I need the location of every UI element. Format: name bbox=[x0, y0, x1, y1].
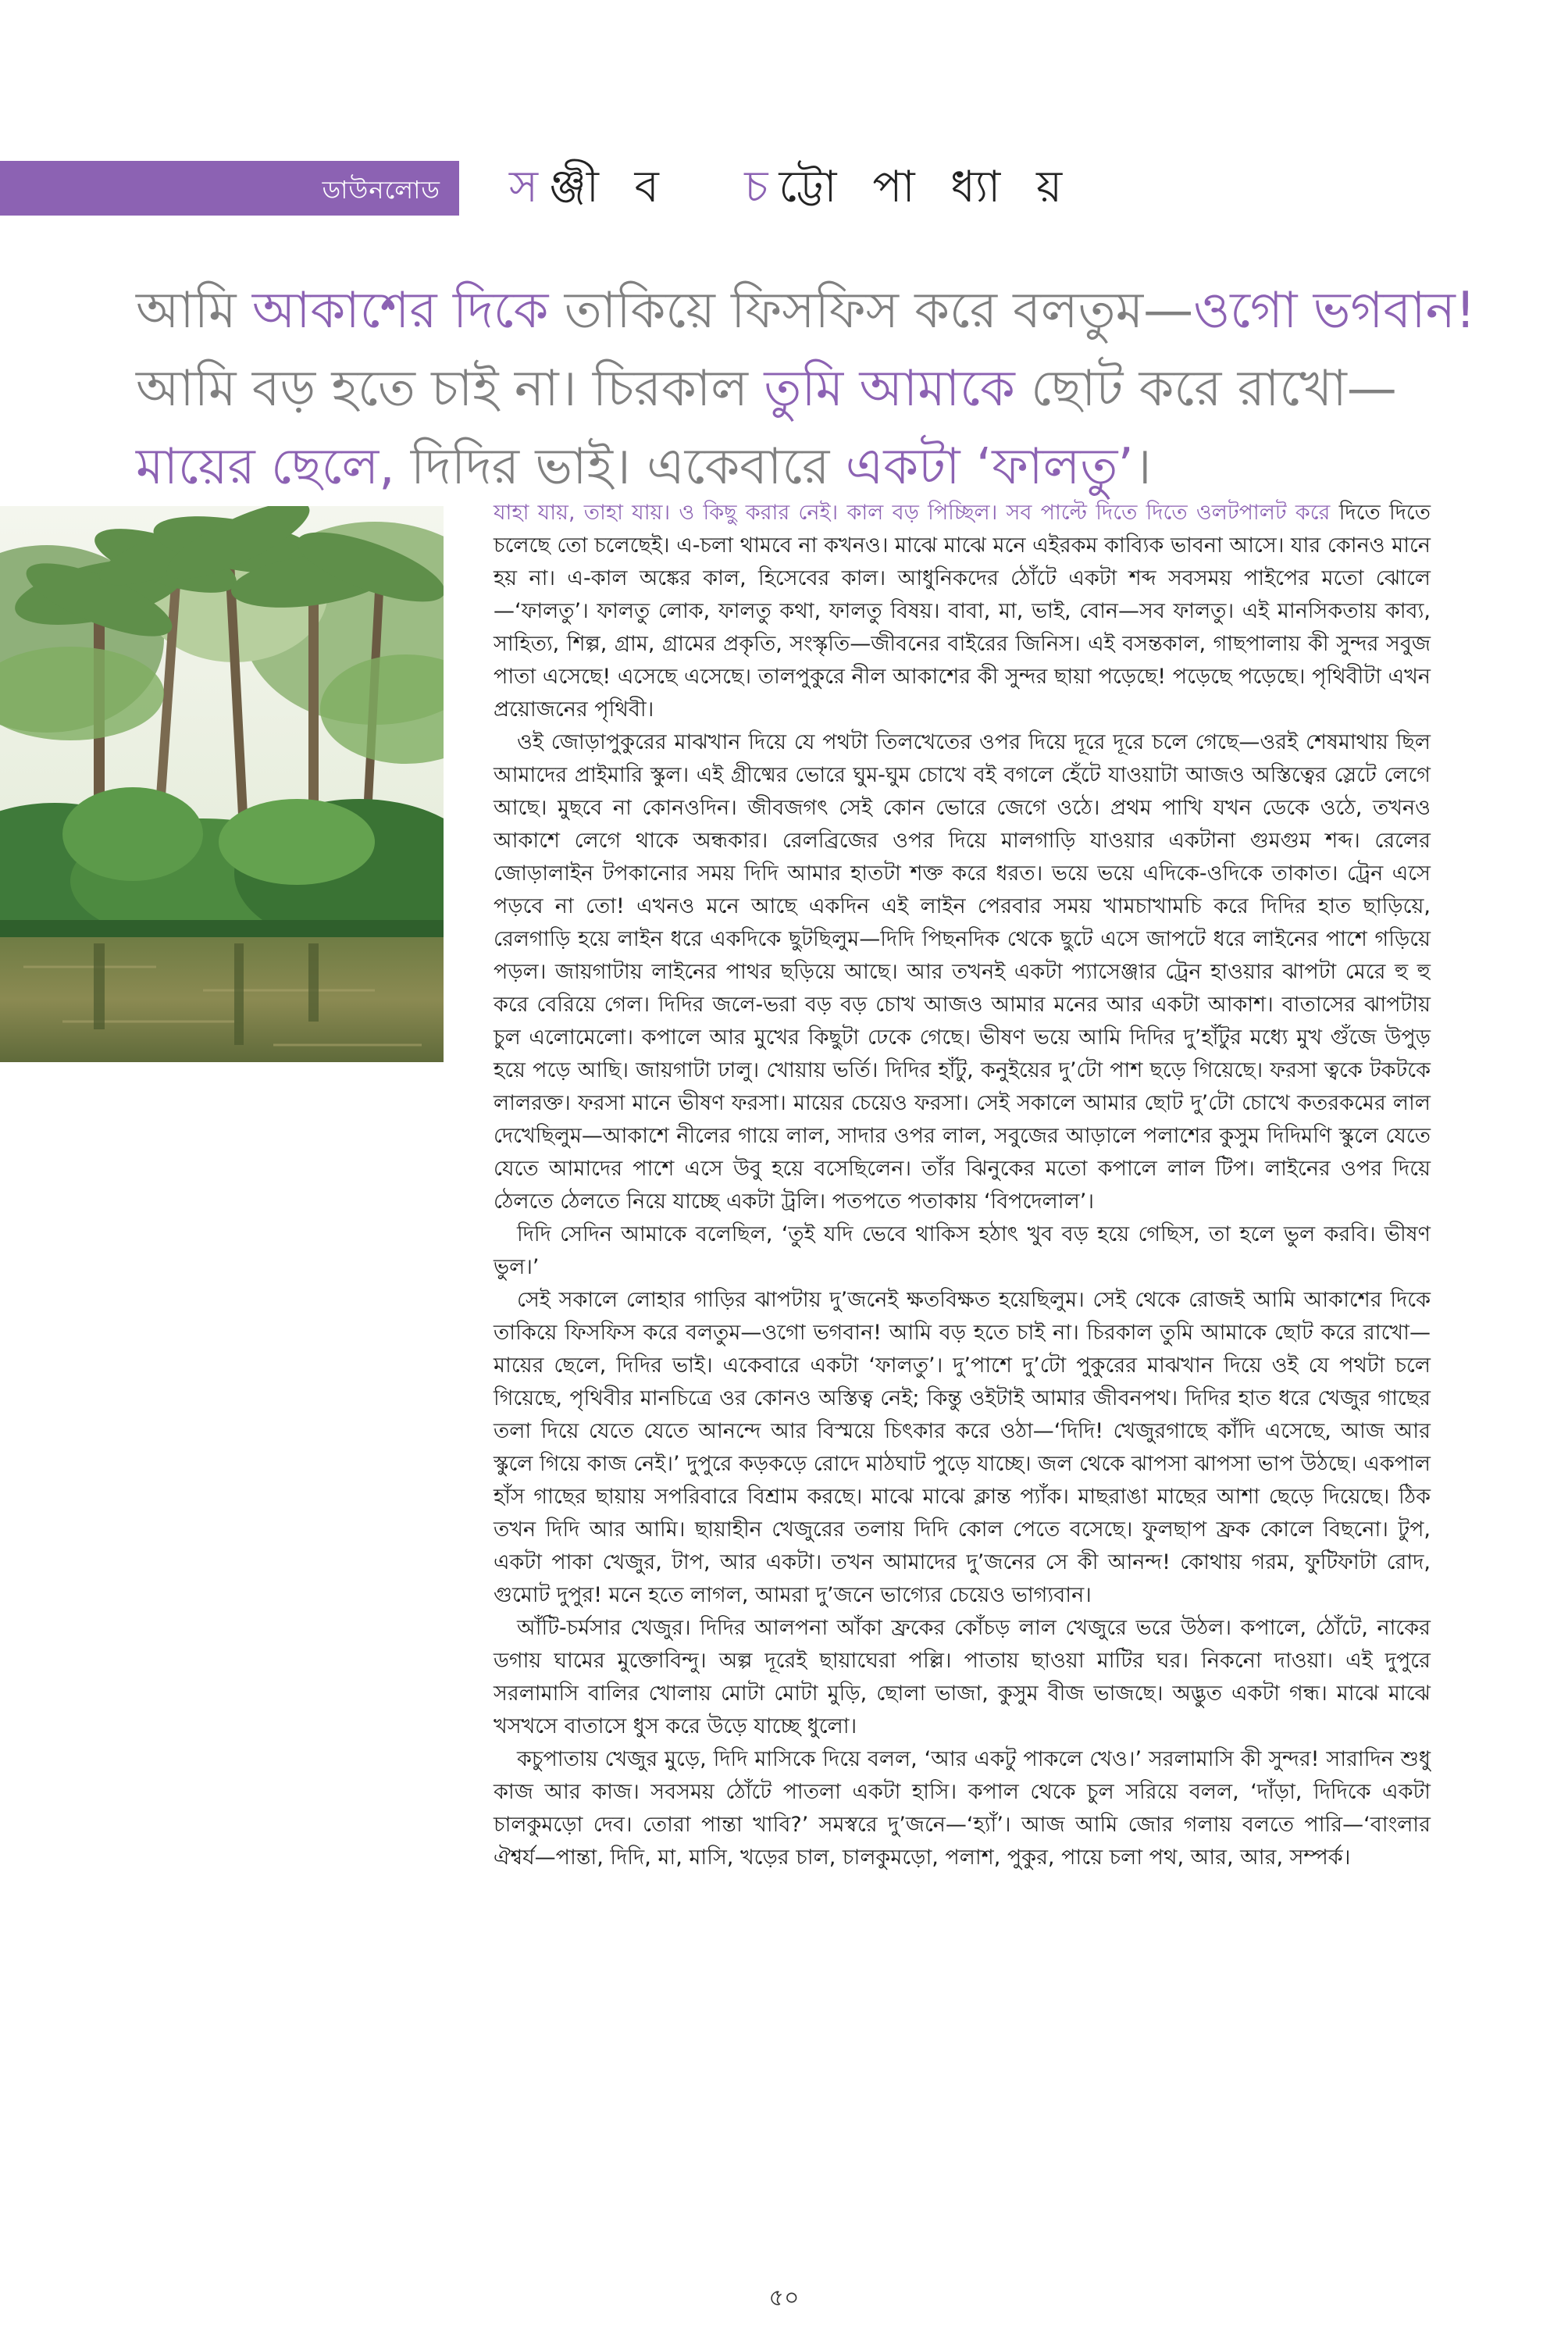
pull-quote-segment: ! bbox=[1455, 282, 1476, 340]
pull-quote-segment: দিদির ভাই। একেবারে bbox=[394, 438, 846, 496]
author-first-initial: স bbox=[509, 162, 549, 212]
pull-quote-segment: তুমি আমাকে bbox=[764, 360, 1015, 418]
section-tab-label: ডাউনলোড bbox=[322, 175, 440, 205]
pull-quote-segment: । bbox=[1133, 438, 1152, 496]
article-paragraph: সেই সকালে লোহার গাড়ির ঝাপটায় দু’জনেই ক্ষতবিক্ষত হয়েছিলুম। সেই থেকে রোজই আমি আকাশের দিকে তাকিয়ে ফিসফিস করে বলতুম—ওগো ভগবান! আমি বড় হতে চাই না। চিরকাল তুমি আমাকে ছোট করে রাখো—মায়ের ছেলে, দিদির ভাই। একেবারে একটা ‘ফালতু’। দু’পাশে দু’টো পুকুরের মাঝখান দিয়ে ওই যে পথটা চলে গিয়েছে, পৃথিবীর মানচিত্রে ওর কোনও অস্তিত্ব নেই; কিন্তু ওইটাই আমার জীবনপথ। দিদির হাত ধরে খেজুর গাছের তলা দিয়ে যেতে যেতে আনন্দে আর বিস্ময়ে চিৎকার করে ওঠা—‘দিদি! খেজুরগাছে কাঁদি এসেছে, আজ আর স্কুলে গিয়ে কাজ নেই।’ দুপুরে কড়কড়ে রোদে মাঠঘাট পুড়ে যাচ্ছে। জল থেকে ঝাপসা ঝাপসা ভাপ উঠছে। একপাল হাঁস গাছের ছায়ায় সপরিবারে বিশ্রাম করছে। মাঝে মাঝে ক্লান্ত প্যাঁক। মাছরাঙা মাছের আশা ছেড়ে দিয়েছে। ঠিক তখন দিদি আর আমি। ছায়াহীন খেজুরের তলায় দিদি কোল পেতে বসেছে। ফুলছাপ ফ্রক কোলে বিছনো। টুপ, একটা পাকা খেজুর, টাপ, আর একটা। তখন আমাদের দু’জনের সে কী আনন্দ! কোথায় গরম, ফুটিফাটা রোদ, গুমোট দুপুর! মনে হতে লাগল, আমরা দু’জনে ভাগ্যের চেয়েও ভাগ্যবান। bbox=[494, 1288, 1431, 1607]
pull-quote-segment: ছোট করে রাখো— bbox=[1014, 360, 1397, 418]
pull-quote-segment: একটা ‘ফালতু’ bbox=[845, 438, 1134, 496]
author-last-initial: চ bbox=[744, 162, 779, 212]
author-last-rest: ট্টো পা ধ্যা য় bbox=[779, 162, 1074, 212]
author-first-rest: ঞ্জী ব bbox=[549, 162, 670, 212]
pull-quote-segment: আমি bbox=[136, 282, 252, 340]
page-number: ৫০ bbox=[768, 2284, 800, 2312]
article-paragraph: ওই জোড়াপুকুরের মাঝখান দিয়ে যে পথটা তিলখেতের ওপর দিয়ে দূরে দূরে চলে গেছে—ওরই শেষমাথায় ছিল আমাদের প্রাইমারি স্কুল। এই গ্রীষ্মের ভোরে ঘুম-ঘুম চোখে বই বগলে হেঁটে যাওয়াটা আজও অস্তিত্বের স্লেটে লেগে আছে। মুছবে না কোনওদিন। জীবজগৎ সেই কোন ভোরে জেগে ওঠে। প্রথম পাখি যখন ডেকে ওঠে, তখনও আকাশে লেগে থাকে অন্ধকার। রেলব্রিজের ওপর দিয়ে মালগাড়ি যাওয়ার একটানা গুমগুম শব্দ। রেলের জোড়ালাইন টপকানোর সময় দিদি আমার হাতটা শক্ত করে ধরত। ভয়ে ভয়ে এদিকে-ওদিকে তাকাত। ট্রেন এসে পড়বে না তো! এখনও মনে আছে একদিন এই লাইন পেরবার সময় খামচাখামচি করে দিদির হাত ছাড়িয়ে, রেলগাড়ি হয়ে লাইন ধরে একদিকে ছুটছিলুম—দিদি পিছনদিক থেকে ছুটে এসে জাপটে ধরে লাইনের পাশে গড়িয়ে পড়ল। জায়গাটায় লাইনের পাথর ছড়িয়ে আছে। আর তখনই একটা প্যাসেঞ্জার ট্রেন হাওয়ার ঝাপটা মেরে হু হু করে বেরিয়ে গেল। দিদির জলে-ভরা বড় বড় চোখ আজও আমার মনের আর একটা আকাশ। বাতাসের ঝাপটায় চুল এলোমেলো। কপালে আর মুখের কিছুটা ঢেকে গেছে। ভীষণ ভয়ে আমি দিদির দু’হাঁটুর মধ্যে মুখ গুঁজে উপুড় হয়ে পড়ে আছি। জায়গাটা ঢালু। খোয়ায় ভর্তি। দিদির হাঁটু, কনুইয়ের দু’টো পাশ ছড়ে গিয়েছে। ফরসা ত্বকে টকটকে লালরক্ত। ফরসা মানে ভীষণ ফরসা। মায়ের চেয়েও ফরসা। সেই সকালে আমার ছোট দু’টো চোখে কতরকমের লাল দেখেছিলুম—আকাশে নীলের গায়ে লাল, সাদার ওপর লাল, সবুজের আড়ালে পলাশের কুসুম দিদিমণি স্কুলে যেতে যেতে আমাদের পাশে এসে উবু হয়ে বসেছিলেন। তাঁর ঝিনুকের মতো কপালে লাল টিপ। লাইনের ওপর দিয়ে ঠেলতে ঠেলতে নিয়ে যাচ্ছে একটা ট্রলি। পতপতে পতাকায় ‘বিপদেলাল’। bbox=[494, 730, 1431, 1214]
pull-quote-segment: তাকিয়ে ফিসফিস করে বলতুম— bbox=[548, 282, 1194, 340]
pull-quote-segment: আকাশের দিকে bbox=[251, 282, 549, 340]
article-body bbox=[494, 497, 1431, 1874]
article-paragraph: দিদি সেদিন আমাকে বলেছিল, ‘তুই যদি ভেবে থাকিস হঠাৎ খুব বড় হয়ে গেছিস, তা হলে ভুল করবি। ভীষণ ভুল।’ bbox=[494, 1222, 1431, 1279]
article-paragraph: কচুপাতায় খেজুর মুড়ে, দিদি মাসিকে দিয়ে বলল, ‘আর একটু পাকলে খেও।’ সরলামাসি কী সুন্দর! সারাদিন শুধু কাজ আর কাজ। সবসময় ঠোঁটে পাতলা একটা হাসি। কপাল থেকে চুল সরিয়ে বলল, ‘দাঁড়া, দিদিকে একটা চালকুমড়ো দেব। তোরা পান্তা খাবি?’ সমস্বরে দু’জনে—‘হ্যাঁ’। আজ আমি জোর গলায় বলতে পারি—‘বাংলার ঐশ্বর্য—পান্তা, দিদি, মা, মাসি, খড়ের চাল, চালকুমড়ো, পলাশ, পুকুর, পায়ে চলা পথ, আর, আর, সম্পর্ক। bbox=[494, 1747, 1431, 1870]
pull-quote-segment: মায়ের ছেলে, bbox=[136, 438, 395, 496]
article-lead: যাহা যায়, তাহা যায়। ও কিছু করার নেই। কাল বড় পিচ্ছিল। সব পাল্টে দিতে দিতে ওলটপালট করে bbox=[494, 501, 1331, 525]
article-paragraph: আঁটি-চর্মসার খেজুর। দিদির আলপনা আঁকা ফ্রকের কোঁচড় লাল খেজুরে ভরে উঠল। কপালে, ঠোঁটে, নাকের ডগায় ঘামের মুক্তোবিন্দু। অল্প দূরেই ছায়াঘেরা পল্লি। পাতায় ছাওয়া মাটির ঘর। নিকনো দাওয়া। এই দুপুরে সরলামাসি বালির খোলায় মোটা মোটা মুড়ি, ছোলা ভাজা, কুসুম বীজ ভাজছে। অদ্ভুত একটা গন্ধ। মাঝে মাঝে খসখসে বাতাসে ধুস করে উড়ে যাচ্ছে ধুলো। bbox=[494, 1616, 1431, 1738]
pull-quote-segment: ওগো ভগবান bbox=[1193, 282, 1456, 340]
pull-quote-line-1 bbox=[136, 272, 1476, 350]
section-tab bbox=[0, 161, 459, 216]
pull-quote-line-3 bbox=[136, 428, 1463, 506]
pull-quote bbox=[136, 272, 1476, 506]
article-paragraph bbox=[494, 497, 1431, 726]
article-paragraph-text: দিতে দিতে চলেছে তো চলেছেই। এ-চলা থামবে না কখনও। মাঝে মাঝে মনে এইরকম কাব্যিক ভাবনা আসে। যার কোনও মানে হয় না। এ-কাল অঙ্কের কাল, হিসেবের কাল। আধুনিকদের ঠোঁটে একটা শব্দ সবসময় পাইপের মতো ঝোলে—‘ফালতু’। ফালতু লোক, ফালতু কথা, ফালতু বিষয়। বাবা, মা, ভাই, বোন—সব ফালতু। এই মানসিকতায় কাব্য, সাহিত্য, শিল্প, গ্রাম, গ্রামের প্রকৃতি, সংস্কৃতি—জীবনের বাইরের জিনিস। এই বসন্তকাল, গাছপালায় কী সুন্দর সবুজ পাতা এসেছে! এসেছে এসেছে। তালপুকুরে নীল আকাশের কী সুন্দর ছায়া পড়েছে! পড়েছে পড়েছে। পৃথিবীটা এখন প্রয়োজনের পৃথিবী। bbox=[494, 501, 1431, 722]
pull-quote-line-2 bbox=[136, 350, 1463, 428]
author-name bbox=[509, 153, 1073, 226]
pull-quote-segment: আমি বড় হতে চাই না। চিরকাল bbox=[136, 360, 764, 418]
pond-palm-trees-photo bbox=[0, 506, 444, 1062]
